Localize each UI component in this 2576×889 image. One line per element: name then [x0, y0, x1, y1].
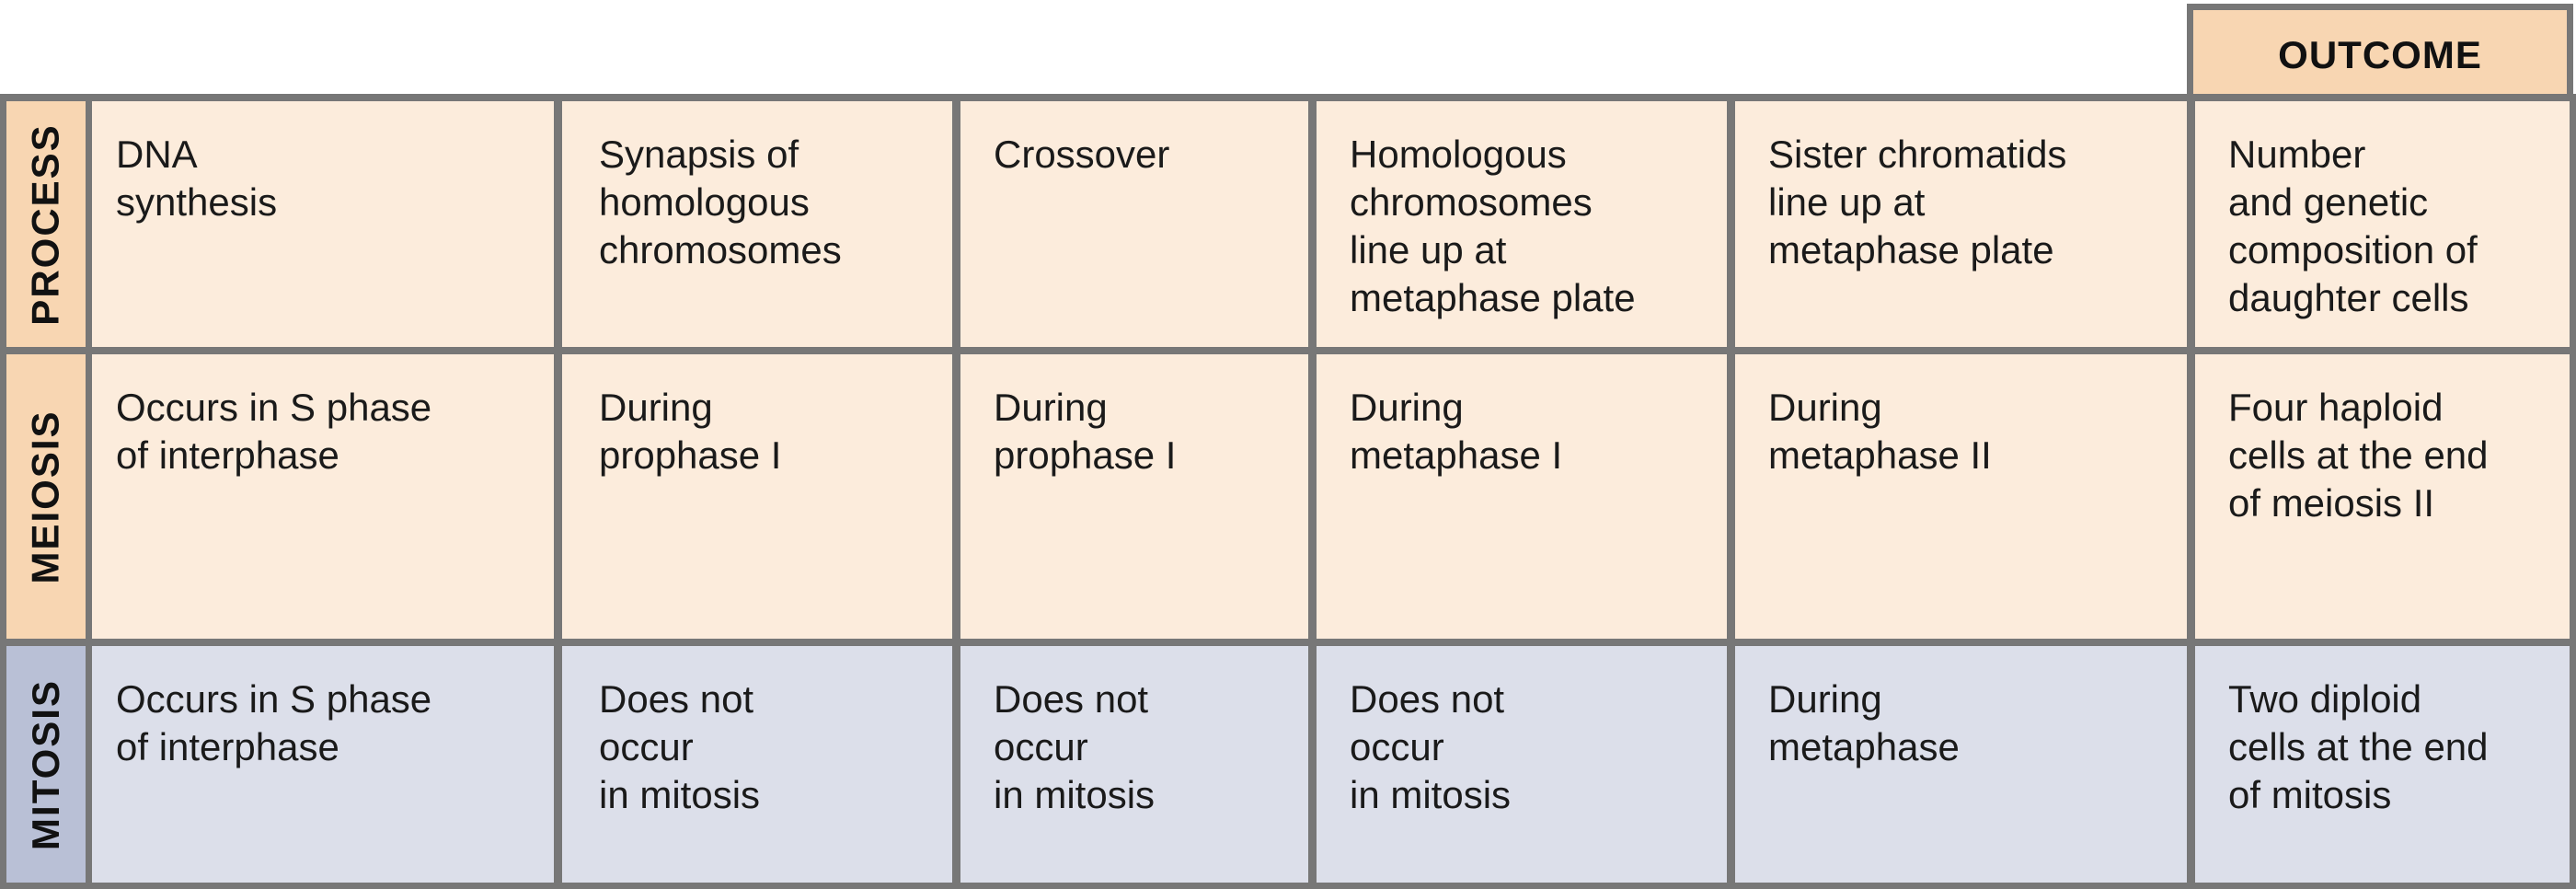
process-cell-crossover: Crossover — [960, 101, 1308, 347]
process-cell-homologous-lineup: Homologous chromosomes line up at metaphase plate — [1317, 101, 1727, 347]
row-label-text: MEIOSIS — [24, 409, 68, 584]
row-label-text: MITOSIS — [24, 678, 68, 850]
meiosis-cell-outcome: Four haploid cells at the end of meiosis II — [2195, 354, 2570, 639]
process-cell-outcome: Number and genetic composition of daughter cells — [2195, 101, 2570, 347]
meiosis-cell-dna-synthesis: Occurs in S phase of interphase — [92, 354, 554, 639]
meiosis-cell-crossover: During prophase I — [960, 354, 1308, 639]
mitosis-cell-outcome: Two diploid cells at the end of mitosis — [2195, 646, 2570, 883]
meiosis-cell-homologous-lineup: During metaphase I — [1317, 354, 1727, 639]
outcome-label: OUTCOME — [2278, 32, 2482, 76]
process-cell-dna-synthesis: DNA synthesis — [92, 101, 554, 347]
mitosis-cell-crossover: Does not occur in mitosis — [960, 646, 1308, 883]
row-label-mitosis — [6, 646, 86, 883]
meiosis-cell-synapsis: During prophase I — [562, 354, 952, 639]
process-cell-synapsis: Synapsis of homologous chromosomes — [562, 101, 952, 347]
row-label-meiosis — [6, 354, 86, 639]
row-label-process — [6, 101, 86, 347]
mitosis-cell-dna-synthesis: Occurs in S phase of interphase — [92, 646, 554, 883]
mitosis-cell-synapsis: Does not occur in mitosis — [562, 646, 952, 883]
meiosis-cell-sister-chromatids: During metaphase II — [1735, 354, 2187, 639]
mitosis-cell-sister-chromatids: During metaphase — [1735, 646, 2187, 883]
mitosis-cell-homologous-lineup: Does not occur in mitosis — [1317, 646, 1727, 883]
row-label-text: PROCESS — [24, 122, 68, 326]
outcome-header — [2187, 4, 2573, 99]
process-cell-sister-chromatids: Sister chromatids line up at metaphase plate — [1735, 101, 2187, 347]
